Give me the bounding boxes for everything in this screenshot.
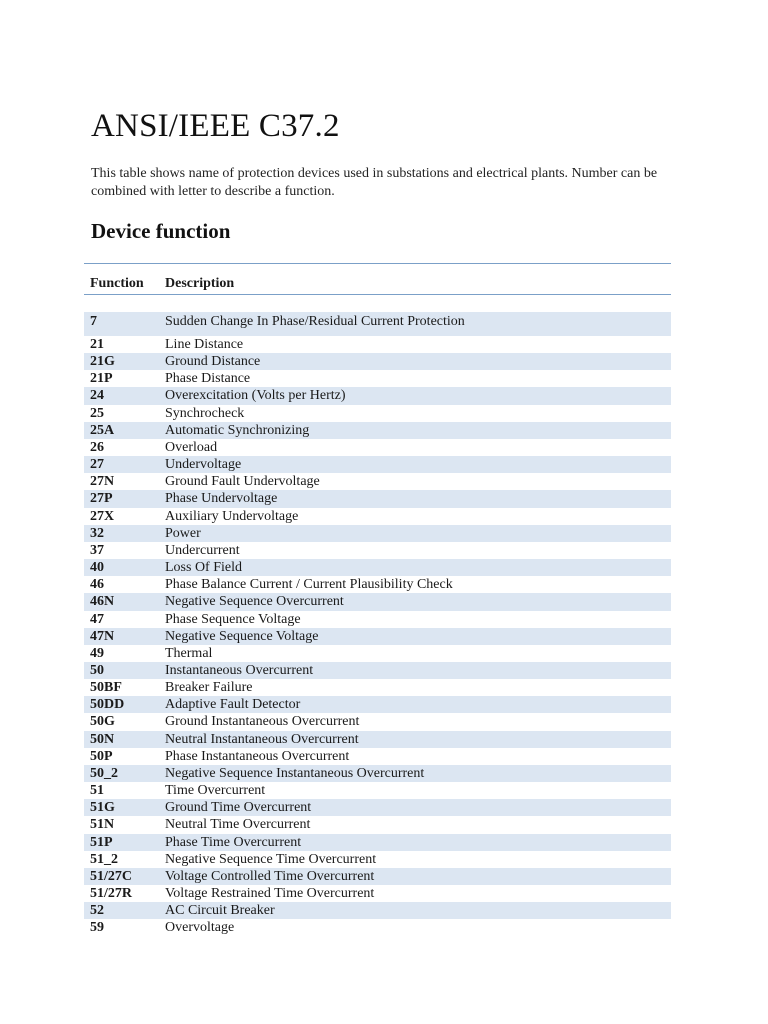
table-row (84, 731, 671, 748)
table-row (84, 696, 671, 713)
function-code: 37 (90, 542, 104, 558)
table-row (84, 611, 671, 628)
function-code: 26 (90, 439, 104, 455)
function-code: 27P (90, 491, 113, 507)
function-description: Thermal (165, 645, 213, 661)
table-row (84, 473, 671, 490)
function-code: 50BF (90, 680, 122, 696)
function-description: Loss Of Field (165, 560, 242, 576)
table-row (84, 834, 671, 851)
table-row (84, 490, 671, 507)
function-description: Undercurrent (165, 542, 240, 558)
function-description: Time Overcurrent (165, 783, 266, 799)
function-description: Neutral Time Overcurrent (165, 817, 311, 833)
table-row (84, 748, 671, 765)
function-code: 50N (90, 731, 115, 747)
function-description: Phase Time Overcurrent (165, 834, 302, 850)
table-row (84, 593, 671, 610)
table-row (84, 387, 671, 404)
section-heading: Device function (91, 219, 231, 243)
function-code: 50 (90, 662, 104, 678)
table-row (84, 542, 671, 559)
table-row (84, 885, 671, 902)
table-top-rule (84, 263, 671, 264)
table-row (84, 559, 671, 576)
function-description: Ground Instantaneous Overcurrent (165, 714, 360, 730)
table-row (84, 336, 671, 353)
header-description: Description (165, 276, 235, 291)
function-description: Automatic Synchronizing (165, 422, 310, 438)
function-description: Ground Distance (165, 354, 261, 370)
function-code: 25A (90, 422, 115, 438)
table-row (84, 713, 671, 730)
table-row (84, 525, 671, 542)
function-description: Negative Sequence Overcurrent (165, 594, 344, 610)
function-code: 51P (90, 834, 113, 850)
table-row (84, 765, 671, 782)
function-description: Instantaneous Overcurrent (165, 662, 314, 678)
function-code: 27 (90, 457, 104, 473)
function-code: 21G (90, 354, 115, 370)
function-description: Voltage Restrained Time Overcurrent (165, 886, 375, 901)
function-code: 59 (90, 920, 104, 936)
function-description: Adaptive Fault Detector (165, 697, 301, 713)
table-row (84, 902, 671, 919)
table-row (84, 439, 671, 456)
function-code: 51 (90, 783, 104, 799)
function-code: 46 (90, 577, 104, 593)
table-row (84, 782, 671, 799)
table-row (84, 799, 671, 816)
table-row (84, 508, 671, 525)
function-code: 51_2 (90, 851, 118, 867)
function-description: Undervoltage (165, 457, 242, 473)
function-description: Line Distance (165, 337, 244, 352)
table-header-rule (84, 294, 671, 295)
table-row (84, 405, 671, 422)
function-code: 51/27R (90, 886, 132, 901)
header-function: Function (90, 276, 144, 291)
function-code: 47N (90, 628, 115, 644)
function-code: 51/27C (90, 868, 132, 884)
table-row (84, 370, 671, 387)
function-code: 51N (90, 817, 115, 833)
table-row (84, 422, 671, 439)
function-description: Overload (165, 439, 218, 455)
function-code: 27N (90, 474, 115, 490)
function-code: 47 (90, 611, 104, 627)
function-code: 21P (90, 371, 113, 387)
table-row (84, 312, 671, 336)
table-row (84, 851, 671, 868)
function-code: 50G (90, 714, 115, 730)
function-description: Phase Balance Current / Current Plausibility Check (165, 577, 453, 593)
function-code: 50P (90, 748, 113, 764)
function-code: 46N (90, 594, 115, 610)
function-description: Voltage Controlled Time Overcurrent (165, 868, 375, 884)
function-code: 32 (90, 525, 104, 541)
table-row (84, 662, 671, 679)
function-description: Negative Sequence Instantaneous Overcurrent (165, 765, 425, 781)
table-row (84, 353, 671, 370)
table-row (84, 816, 671, 833)
function-code: 21 (90, 337, 104, 352)
function-description: Negative Sequence Voltage (165, 628, 319, 644)
function-description: Phase Sequence Voltage (165, 611, 301, 627)
function-description: Neutral Instantaneous Overcurrent (165, 731, 359, 747)
function-description: Overexcitation (Volts per Hertz) (165, 388, 346, 404)
table-row (84, 679, 671, 696)
function-description: Phase Distance (165, 371, 251, 387)
function-description: AC Circuit Breaker (165, 903, 275, 919)
function-description: Phase Instantaneous Overcurrent (165, 748, 350, 764)
function-description: Sudden Change In Phase/Residual Current Protection (165, 314, 465, 329)
function-description: Ground Time Overcurrent (165, 800, 312, 816)
function-description: Overvoltage (165, 920, 235, 936)
function-description: Ground Fault Undervoltage (165, 474, 320, 490)
device-function-table (84, 312, 671, 936)
function-code: 25 (90, 405, 104, 421)
function-code: 50_2 (90, 765, 118, 781)
function-code: 50DD (90, 697, 125, 713)
function-code: 7 (90, 314, 97, 329)
function-code: 40 (90, 560, 104, 576)
table-row (84, 919, 671, 936)
function-code: 24 (90, 388, 104, 404)
table-row (84, 628, 671, 645)
function-code: 49 (90, 645, 104, 661)
table-row (84, 456, 671, 473)
function-code: 52 (90, 903, 104, 919)
function-description: Negative Sequence Time Overcurrent (165, 851, 377, 867)
function-code: 27X (90, 508, 115, 524)
table-row (84, 576, 671, 593)
function-description: Synchrocheck (165, 405, 245, 421)
function-description: Breaker Failure (165, 680, 253, 696)
function-code: 51G (90, 800, 115, 816)
function-description: Auxiliary Undervoltage (165, 508, 299, 524)
page-title: ANSI/IEEE C37.2 (91, 108, 340, 144)
intro-paragraph: This table shows name of protection devices used in substations and electrical plants. Number can be combined with letter to describe a function. (91, 166, 658, 199)
function-description: Phase Undervoltage (165, 491, 278, 507)
table-row (84, 868, 671, 885)
table-row (84, 645, 671, 662)
function-description: Power (165, 525, 201, 541)
